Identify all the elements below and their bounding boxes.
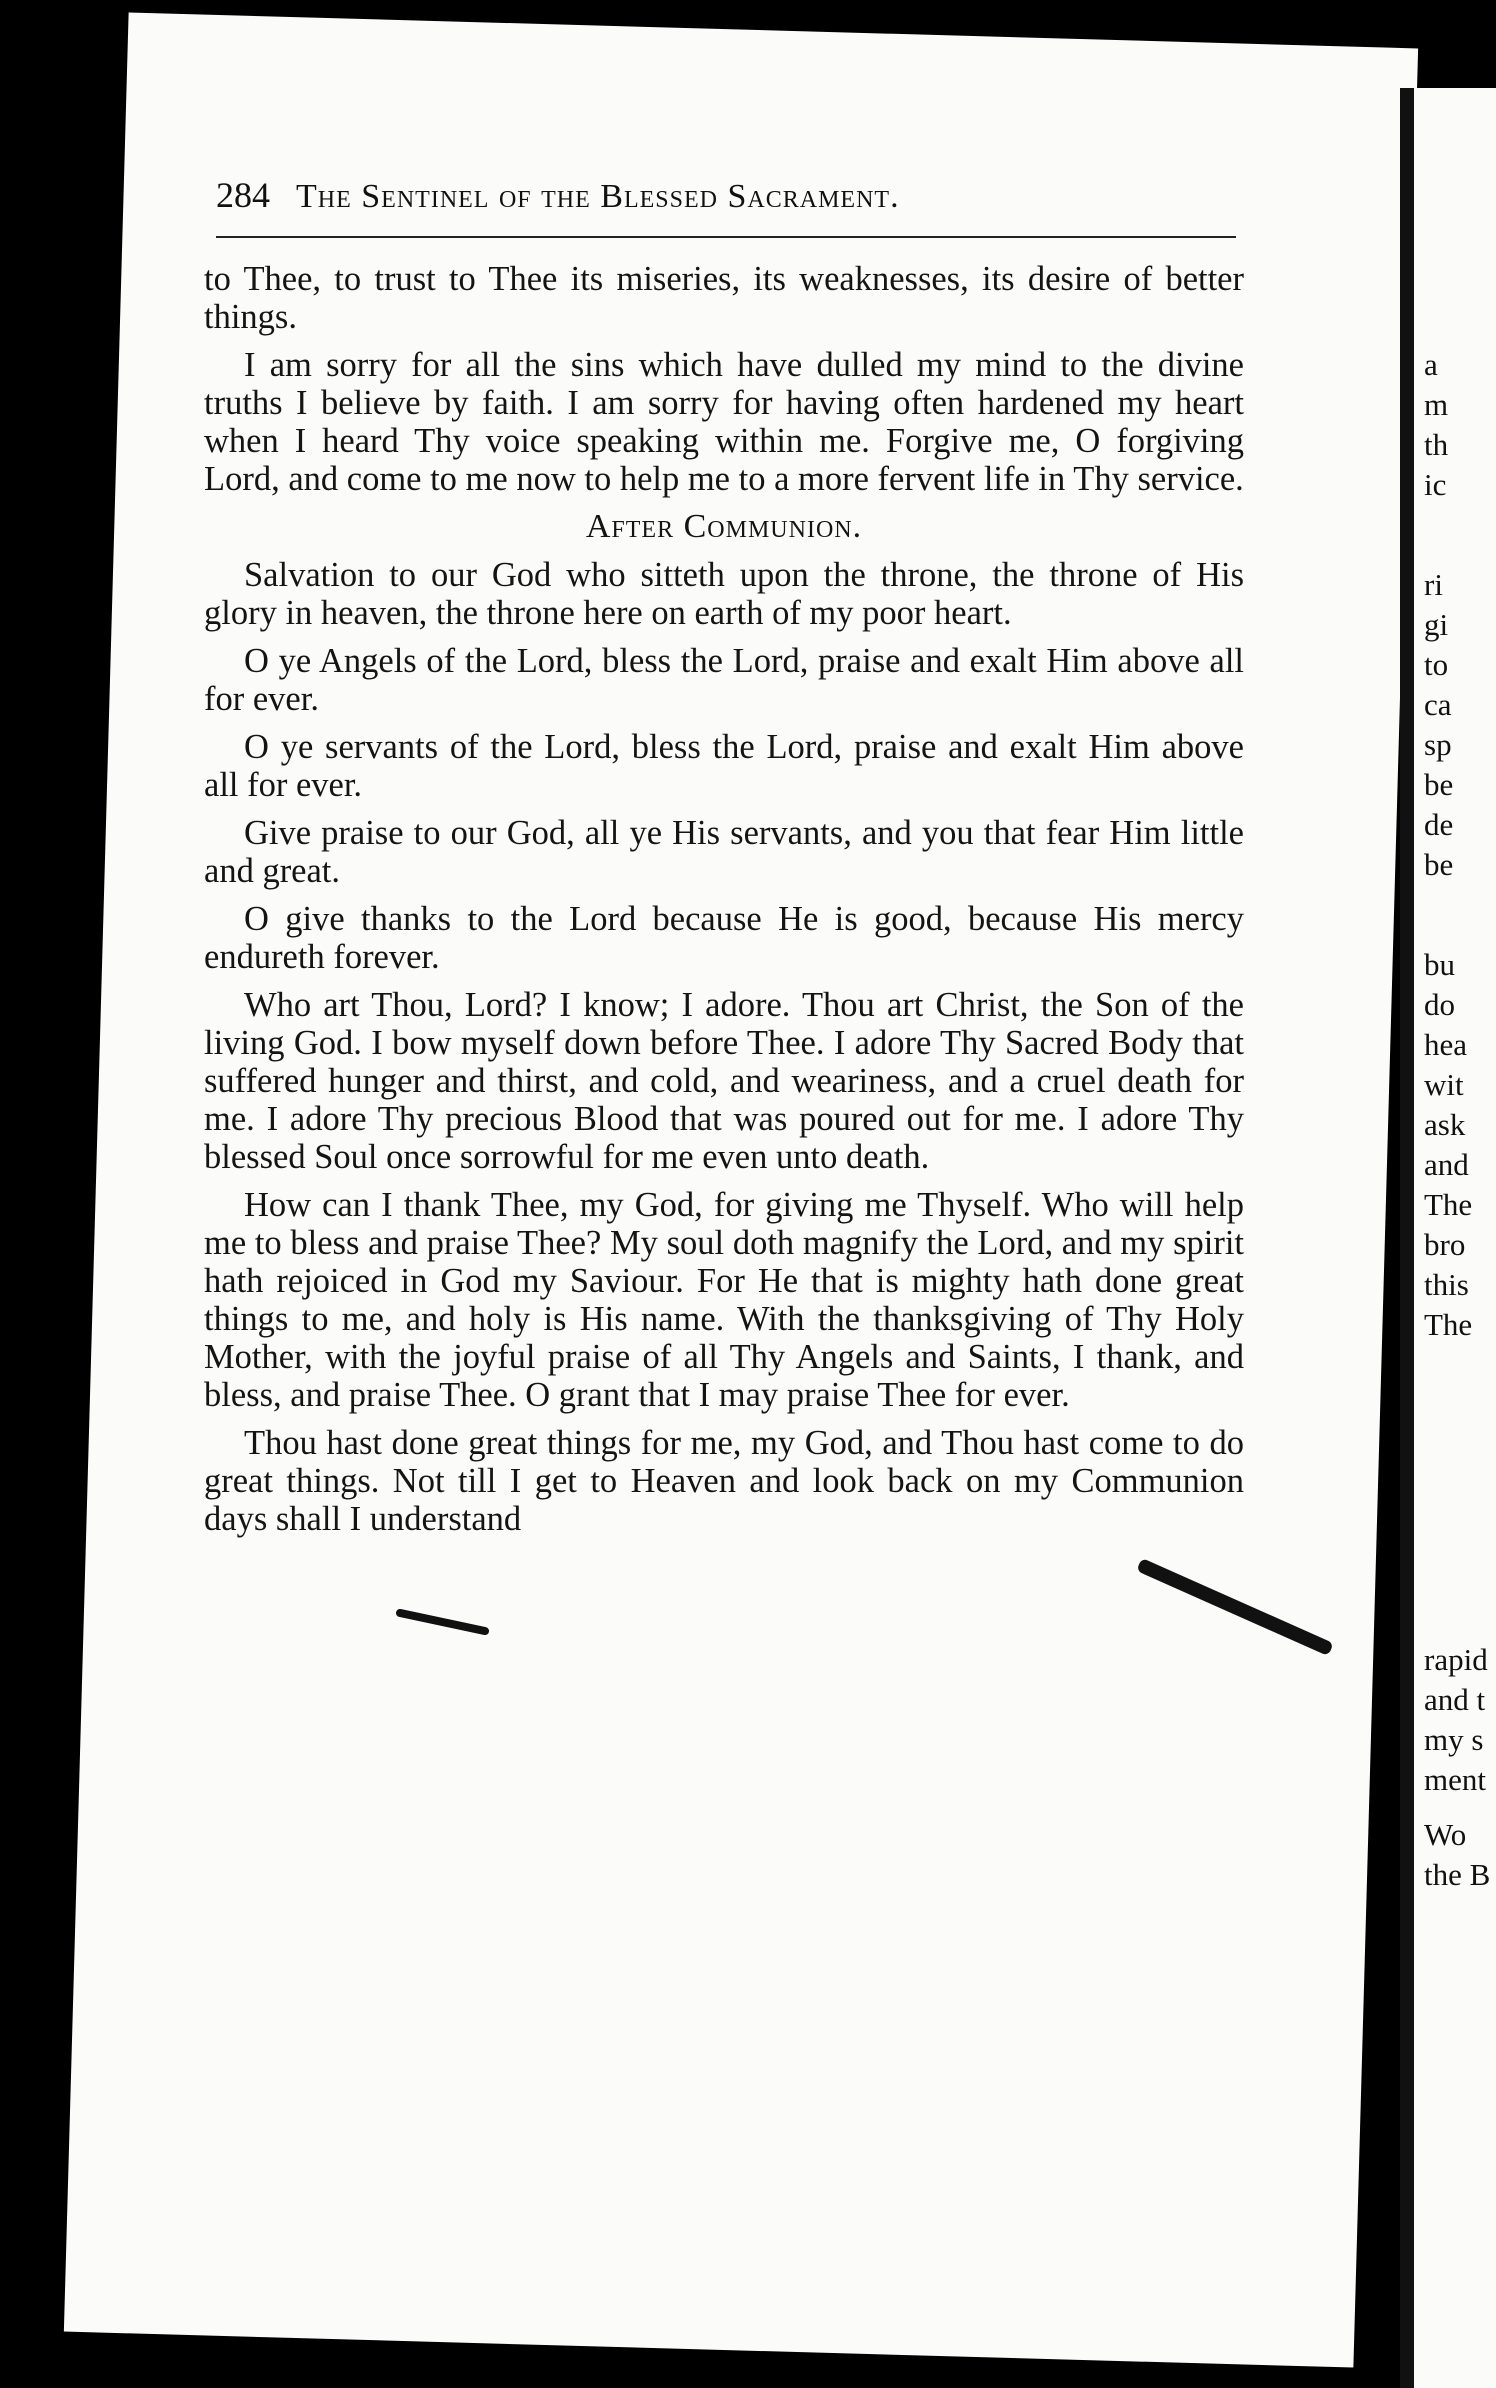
facing-page-fragment: bro xyxy=(1424,1227,1466,1262)
facing-page-fragment: the B xyxy=(1424,1857,1491,1892)
facing-page-fragment: de xyxy=(1424,807,1454,842)
page-body xyxy=(204,260,1244,1548)
facing-page-fragment: bu xyxy=(1424,947,1455,982)
facing-page-fragment: gi xyxy=(1424,607,1449,642)
paragraph: How can I thank Thee, my God, for giving me Thyself. Who will help me to bless and praise Thee? My soul doth magnify the Lord, and my spirit hath rejoiced in God my Saviour. For He that is mighty hath done great things to me, and holy is His name. With the thanksgiving of Thy Holy Mother, with the joyful praise of all Thy Angels and Saints, I thank, and bless, and praise Thee. O grant that I may praise Thee for ever. xyxy=(204,1186,1244,1414)
facing-page-fragment: my s xyxy=(1424,1722,1484,1757)
page-number: 284 xyxy=(216,175,270,215)
page-header xyxy=(216,166,1236,238)
paragraph-continued: to Thee, to trust to Thee its miseries, its weaknesses, its desire of better things. xyxy=(204,260,1244,336)
running-title: The Sentinel of the Blessed Sacrament. xyxy=(296,178,900,215)
paragraph: I am sorry for all the sins which have dulled my mind to the divine truths I believe by faith. I am sorry for having often hardened my heart when I heard Thy voice speaking within me. Forgive me, O forgiving Lord, and come to me now to help me to a more fervent life in Thy service. xyxy=(204,346,1244,498)
facing-page-fragment: The xyxy=(1424,1187,1473,1222)
page-gutter-shadow xyxy=(1400,88,1414,2388)
facing-page-fragment: do xyxy=(1424,987,1455,1022)
facing-page-fragment: to xyxy=(1424,647,1449,682)
facing-page-fragment: sp xyxy=(1424,727,1452,762)
facing-page-fragment: ment xyxy=(1424,1762,1486,1797)
facing-page-edge xyxy=(1400,88,1496,2388)
paragraph: Who art Thou, Lord? I know; I adore. Thou art Christ, the Son of the living God. I bow myself down before Thee. I adore Thy Sacred Body that suffered hunger and thirst, and cold, and weariness, and a cruel death for me. I adore Thy precious Blood that was poured out for me. I adore Thy blessed Soul once sorrowful for me even unto death. xyxy=(204,986,1244,1176)
facing-page-fragment: be xyxy=(1424,847,1454,882)
facing-page-fragment: ca xyxy=(1424,687,1452,722)
facing-page-fragment: th xyxy=(1424,427,1449,462)
facing-page-fragment: a xyxy=(1424,347,1438,382)
paragraph: O ye servants of the Lord, bless the Lord, praise and exalt Him above all for ever. xyxy=(204,728,1244,804)
facing-page-fragment: and t xyxy=(1424,1682,1486,1717)
facing-page-fragment: m xyxy=(1424,387,1449,422)
section-heading: After Communion. xyxy=(585,508,863,545)
paragraph: Thou hast done great things for me, my God, and Thou hast come to do great things. Not till I get to Heaven and look back on my Communion days shall I understand xyxy=(204,1424,1244,1538)
paragraph: Give praise to our God, all ye His servants, and you that fear Him little and great. xyxy=(204,814,1244,890)
facing-page-fragment: hea xyxy=(1424,1027,1468,1062)
facing-page-fragment: ask xyxy=(1424,1107,1466,1142)
facing-page-fragment: wit xyxy=(1424,1067,1464,1102)
facing-page-fragment: ri xyxy=(1424,567,1443,602)
facing-page-fragment: be xyxy=(1424,767,1454,802)
facing-page-fragment: ic xyxy=(1424,467,1447,502)
facing-page-fragment: Wo xyxy=(1424,1817,1467,1852)
facing-page-fragment: and xyxy=(1424,1147,1469,1182)
facing-page-fragment: this xyxy=(1424,1267,1469,1302)
paragraph: Salvation to our God who sitteth upon the throne, the throne of His glory in heaven, the throne here on earth of my poor heart. xyxy=(204,556,1244,632)
facing-page-fragment: rapid xyxy=(1424,1642,1488,1677)
facing-page-fragment: The xyxy=(1424,1307,1473,1342)
paragraph: O ye Angels of the Lord, bless the Lord, praise and exalt Him above all for ever. xyxy=(204,642,1244,718)
paragraph: O give thanks to the Lord because He is good, because His mercy endureth forever. xyxy=(204,900,1244,976)
